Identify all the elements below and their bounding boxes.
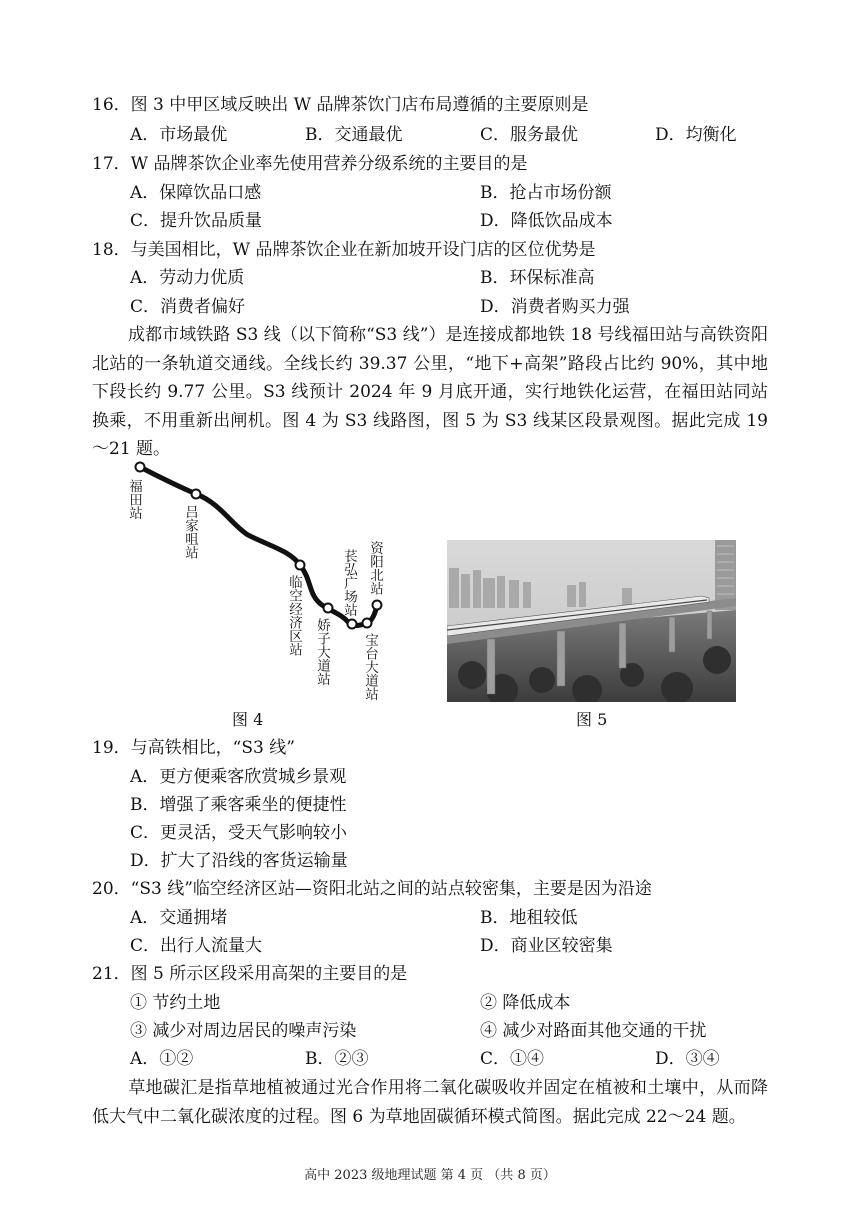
q16-option-c: C．服务最优	[480, 125, 579, 145]
q20-option-a: A．交通拥堵	[130, 908, 228, 928]
q21-option-a: A．①②	[130, 1049, 194, 1069]
figure-5-elevated-railway-photo	[447, 540, 736, 702]
q17-option-c: C．提升饮品质量	[130, 211, 263, 231]
q19-option-b: B．增强了乘客乘坐的便捷性	[130, 795, 347, 815]
q20-option-b: B．地租较低	[480, 908, 578, 928]
figure-5-caption: 图 5	[576, 710, 608, 729]
station-dot-baotai	[363, 619, 372, 628]
station-label-baotai: 宝台大道站	[362, 633, 378, 701]
question-21-stem: 21．图 5 所示区段采用高架的主要目的是	[92, 964, 408, 984]
q20-option-d: D．商业区较密集	[480, 936, 613, 956]
question-18-stem: 18．与美国相比，W 品牌茶饮企业在新加坡开设门店的区位优势是	[92, 240, 596, 260]
station-label-lvjiaju: 吕家咀站	[182, 505, 198, 559]
station-dot-linkong	[296, 561, 305, 570]
q19-option-a: A．更方便乘客欣赏城乡景观	[130, 767, 347, 787]
station-label-ziyangbei: 资阳北站	[367, 541, 383, 595]
q16-option-d: D．均衡化	[655, 125, 737, 145]
page-footer: 高中 2023 级地理试题 第 4 页 （共 8 页）	[304, 1168, 556, 1183]
q18-option-a: A．劳动力优质	[130, 268, 245, 288]
station-label-linkong: 临空经济区站	[286, 575, 302, 656]
q21-option-b: B．②③	[305, 1049, 369, 1069]
station-dot-jiaozi	[324, 604, 333, 613]
station-label-changhong: 苌弘广场站	[341, 549, 357, 617]
passage-grassland-carbon	[92, 1074, 768, 1131]
figure-4-route-map	[120, 455, 400, 710]
question-16-stem: 16．图 3 中甲区域反映出 W 品牌茶饮门店布局遵循的主要原则是	[92, 95, 589, 115]
question-19-stem: 19．与高铁相比，“S3 线”	[92, 738, 295, 758]
passage-s3-line	[92, 321, 768, 464]
q16-option-b: B．交通最优	[305, 125, 403, 145]
question-20-stem: 20．“S3 线”临空经济区站—资阳北站之间的站点较密集，主要是因为沿途	[92, 879, 652, 899]
q21-item-1: ① 节约土地	[130, 993, 221, 1013]
question-17-stem: 17．W 品牌茶饮企业率先使用营养分级系统的主要目的是	[92, 154, 528, 174]
q18-option-c: C．消费者偏好	[130, 297, 246, 317]
q17-option-d: D．降低饮品成本	[480, 211, 613, 231]
station-dot-futian	[136, 463, 145, 472]
q16-option-a: A．市场最优	[130, 125, 228, 145]
passage-s3-line-text: 成都市域铁路 S3 线（以下简称“S3 线”）是连接成都地铁 18 号线福田站与高铁资阳北站的一条轨道交通线。全线长约 39.37 公里，“地下+高架”路段占比约 90%，其中地下段长约 9.77 公里。S3 线预计 2024 年 9 月底开通，实行地铁化运营，在福田站同站换乘，不用重新出闸机。图 4 为 S3 线路图，图 5 为 S3 线某区段景观图。据此完成 19～21 题。	[92, 325, 768, 459]
q20-option-c: C．出行人流量大	[130, 936, 263, 956]
station-label-jiaozi: 娇子大道站	[314, 618, 330, 686]
q21-item-4: ④ 减少对路面其他交通的干扰	[480, 1021, 707, 1041]
q17-option-b: B．抢占市场份额	[480, 183, 612, 203]
station-label-futian: 福田站	[126, 479, 142, 520]
q21-item-2: ② 降低成本	[480, 993, 571, 1013]
q21-option-c: C．①④	[480, 1049, 545, 1069]
station-dot-changhong	[348, 620, 357, 629]
figure-4-caption: 图 4	[232, 710, 264, 729]
q19-option-c: C．更灵活，受天气影响较小	[130, 823, 348, 843]
q18-option-b: B．环保标准高	[480, 268, 595, 288]
q17-option-a: A．保障饮品口感	[130, 183, 262, 203]
q18-option-d: D．消费者购买力强	[480, 297, 630, 317]
station-dot-lvjiaju	[192, 490, 201, 499]
q19-option-d: D．扩大了沿线的客货运输量	[130, 851, 348, 871]
passage-grassland-carbon-text: 草地碳汇是指草地植被通过光合作用将二氧化碳吸收并固定在植被和土壤中，从而降低大气中二氧化碳浓度的过程。图 6 为草地固碳循环模式简图。据此完成 22～24 题。	[92, 1078, 768, 1127]
q21-item-3: ③ 减少对周边居民的噪声污染	[130, 1021, 357, 1041]
q21-option-d: D．③④	[655, 1049, 720, 1069]
station-dot-ziyangbei	[373, 601, 382, 610]
